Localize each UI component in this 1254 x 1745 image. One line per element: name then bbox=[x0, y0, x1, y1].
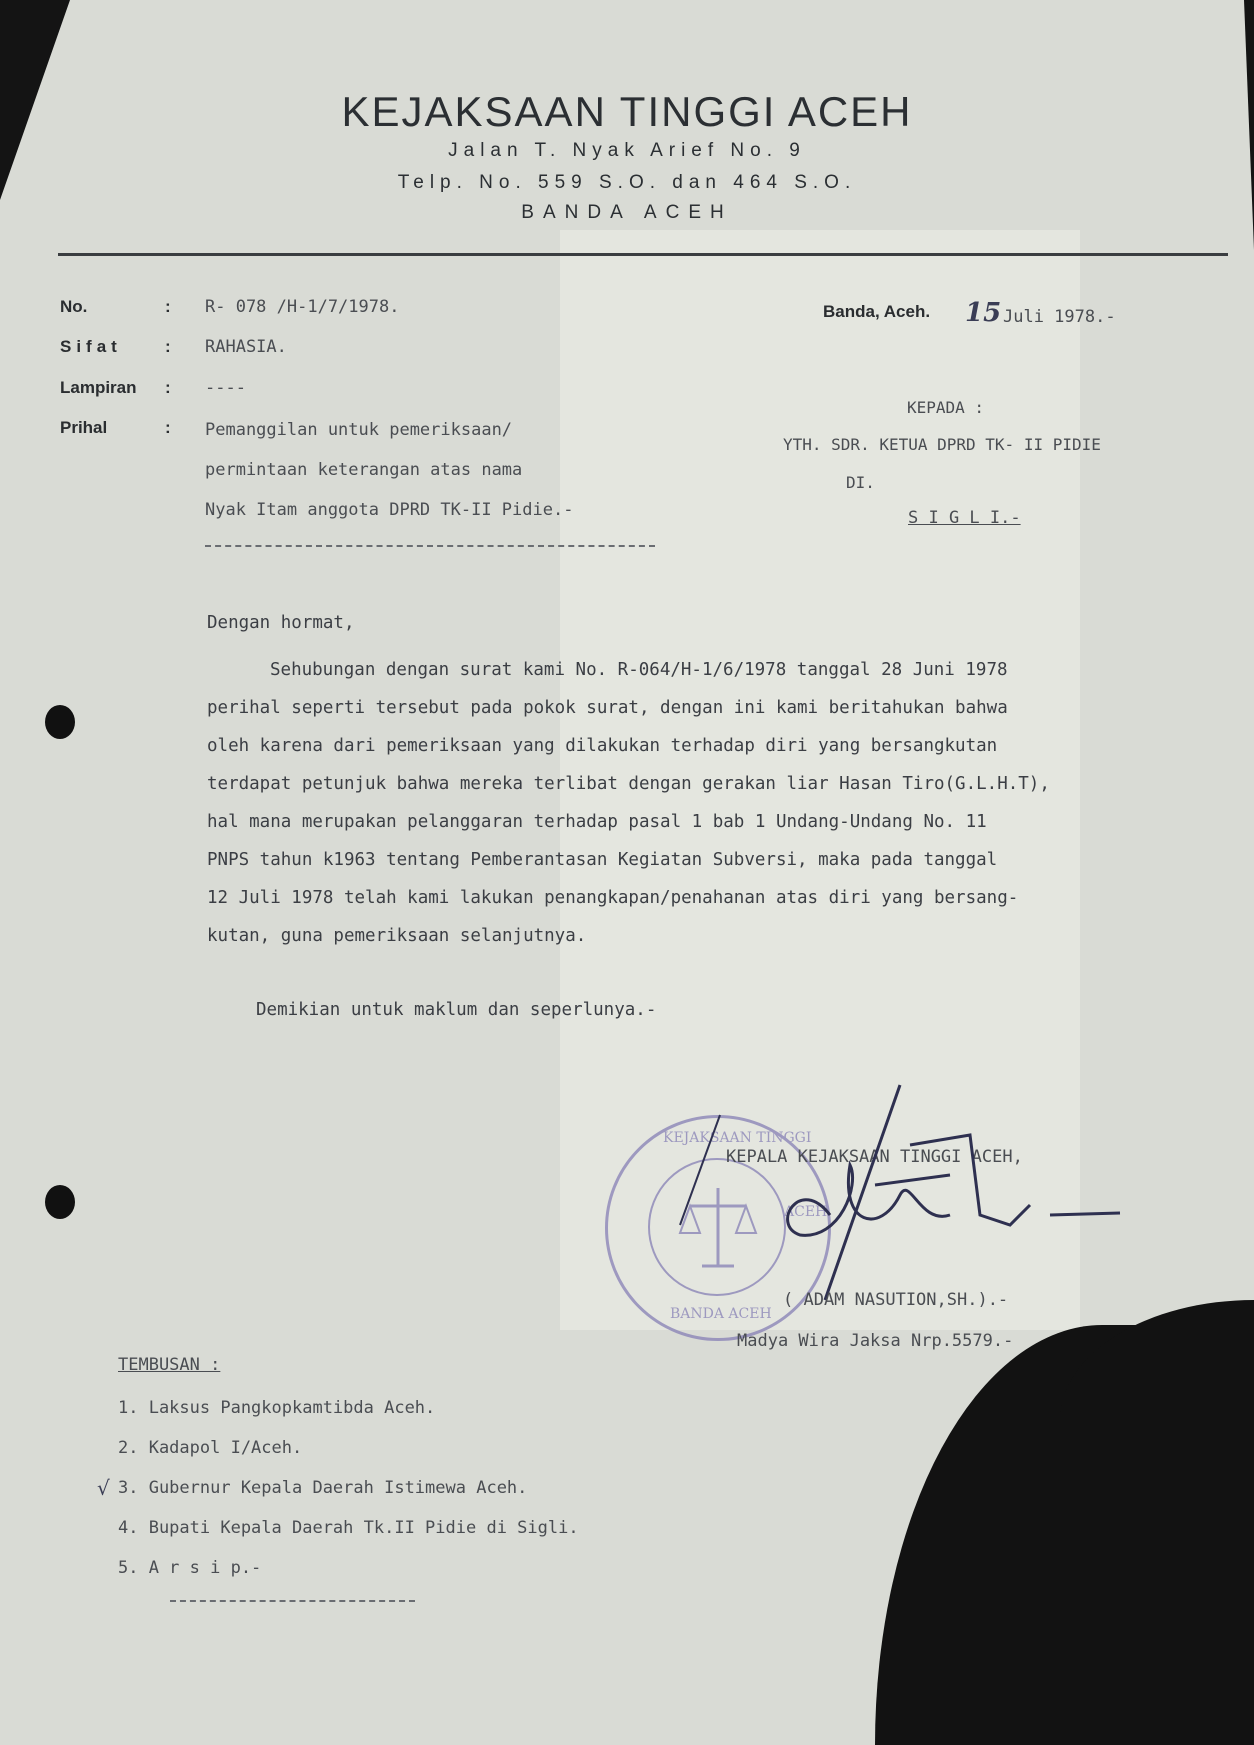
paragraph-line-4: terdapat petunjuk bahwa mereka terlibat dengan gerakan liar Hasan Tiro(G.L.H.T), bbox=[207, 774, 1050, 794]
signatory-title: KEPALA KEJAKSAAN TINGGI ACEH, bbox=[726, 1147, 1023, 1167]
sifat-value: RAHASIA. bbox=[205, 337, 287, 357]
recipient-city: S I G L I.- bbox=[908, 508, 1021, 528]
prihal-line-3: Nyak Itam anggota DPRD TK-II Pidie.- bbox=[205, 500, 574, 520]
salutation: Dengan hormat, bbox=[207, 613, 355, 633]
date-month-year: Juli 1978.- bbox=[1003, 307, 1116, 327]
lampiran-value: ---- bbox=[205, 378, 246, 398]
signatory-rank: Madya Wira Jaksa Nrp.5579.- bbox=[737, 1331, 1014, 1351]
handwritten-signature bbox=[650, 1075, 1130, 1305]
prihal-line-2: permintaan keterangan atas nama bbox=[205, 460, 523, 480]
lampiran-colon: : bbox=[165, 378, 171, 397]
punch-hole-top bbox=[45, 705, 75, 739]
recipient-di: DI. bbox=[846, 473, 875, 492]
signatory-name: ( ADAM NASUTION,SH.).- bbox=[783, 1290, 1009, 1310]
tembusan-checkmark: √ bbox=[97, 1476, 110, 1500]
date-day: 15 bbox=[965, 298, 1002, 328]
paragraph-line-7: 12 Juli 1978 telah kami lakukan penangkapan/penahanan atas diri yang bersang- bbox=[207, 888, 1019, 908]
paragraph-line-5: hal mana merupakan pelanggaran terhadap pasal 1 bab 1 Undang-Undang No. 11 bbox=[207, 812, 987, 832]
tembusan-item-4: 4. Bupati Kepala Daerah Tk.II Pidie di Sigli. bbox=[118, 1518, 579, 1538]
paragraph-line-3: oleh karena dari pemeriksaan yang dilakukan terhadap diri yang bersangkutan bbox=[207, 736, 998, 756]
no-colon: : bbox=[165, 297, 171, 316]
tembusan-item-2: 2. Kadapol I/Aceh. bbox=[118, 1438, 303, 1458]
institution-title: KEJAKSAAN TINGGI ACEH bbox=[341, 88, 913, 135]
lampiran-label: Lampiran bbox=[60, 378, 137, 397]
tembusan-item-3: 3. Gubernur Kepala Daerah Istimewa Aceh. bbox=[118, 1478, 528, 1498]
no-value: R- 078 /H-1/7/1978. bbox=[205, 297, 400, 317]
tembusan-item-5: 5. A r s i p.- bbox=[118, 1558, 262, 1578]
punch-hole-bottom bbox=[45, 1185, 75, 1219]
paragraph-line-1: Sehubungan dengan surat kami No. R-064/H-1/6/1978 tanggal 28 Juni 1978 bbox=[270, 660, 1008, 680]
tembusan-label: TEMBUSAN : bbox=[118, 1355, 221, 1375]
institution-city: BANDA ACEH bbox=[521, 202, 733, 223]
date-place: Banda, Aceh. bbox=[823, 302, 931, 321]
seal-top-text: KEJAKSAAN TINGGI bbox=[663, 1130, 812, 1146]
paragraph-line-2: perihal seperti tersebut pada pokok surat, dengan ini kami beritahukan bahwa bbox=[207, 698, 1008, 718]
tembusan-underline bbox=[170, 1600, 415, 1602]
torn-edge-right bbox=[1060, 1300, 1254, 1420]
prihal-colon: : bbox=[165, 418, 171, 437]
seal-right-text: ACEH bbox=[784, 1204, 828, 1220]
institution-phone: Telp. No. 559 S.O. dan 464 S.O. bbox=[397, 172, 857, 193]
seal-bottom-text: BANDA ACEH bbox=[670, 1306, 772, 1322]
sifat-label: Sifat bbox=[60, 337, 122, 356]
no-label: No. bbox=[60, 297, 88, 316]
institution-address: Jalan T. Nyak Arief No. 9 bbox=[448, 140, 806, 161]
recipient-kepada: KEPADA : bbox=[907, 398, 985, 417]
sifat-colon: : bbox=[165, 337, 171, 356]
prihal-label: Prihal bbox=[60, 418, 108, 437]
tembusan-item-1: 1. Laksus Pangkopkamtibda Aceh. bbox=[118, 1398, 436, 1418]
paragraph-line-8: kutan, guna pemeriksaan selanjutnya. bbox=[207, 926, 587, 946]
prihal-line-1: Pemanggilan untuk pemeriksaan/ bbox=[205, 420, 513, 440]
closing-line: Demikian untuk maklum dan seperlunya.- bbox=[256, 1000, 657, 1020]
paragraph-line-6: PNPS tahun k1963 tentang Pemberantasan Kegiatan Subversi, maka pada tanggal bbox=[207, 850, 998, 870]
prihal-underline bbox=[205, 545, 655, 547]
header-rule bbox=[58, 253, 1228, 256]
recipient-name: YTH. SDR. KETUA DPRD TK- II PIDIE bbox=[783, 435, 1101, 454]
